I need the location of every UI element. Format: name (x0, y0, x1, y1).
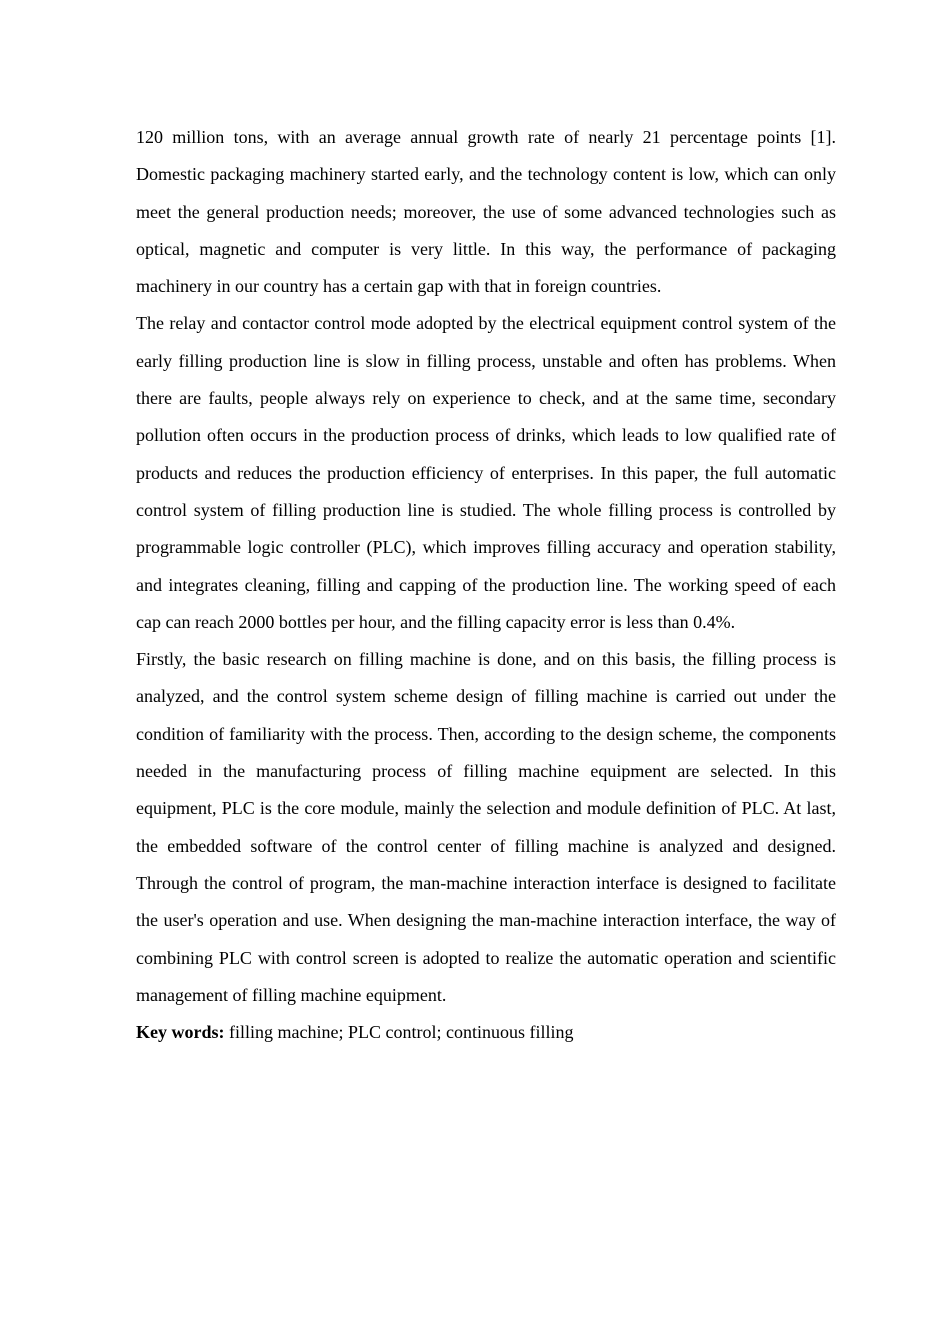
document-page (136, 119, 836, 1051)
keywords-line (136, 1014, 836, 1051)
keywords-label: Key words: (136, 1022, 225, 1043)
paragraph-control-system: The relay and contactor control mode adopted by the electrical equipment control system of the early filling production line is slow in filling process, unstable and often has problems. When there are faults, people always rely on experience to check, and at the same time, secondary pollution often occurs in the production process of drinks, which leads to low qualified rate of products and reduces the production efficiency of enterprises. In this paper, the full automatic control system of filling production line is studied. The whole filling process is controlled by programmable logic controller (PLC), which improves filling accuracy and operation stability, and integrates cleaning, filling and capping of the production line. The working speed of each cap can reach 2000 bottles per hour, and the filling capacity error is less than 0.4%. (136, 313, 836, 632)
paragraph-research-outline: Firstly, the basic research on filling machine is done, and on this basis, the filling process is analyzed, and the control system scheme design of filling machine is carried out under the condition of familiarity with the process. Then, according to the design scheme, the components needed in the manufacturing process of filling machine equipment are selected. In this equipment, PLC is the core module, mainly the selection and module definition of PLC. At last, the embedded software of the control center of filling machine is analyzed and designed. Through the control of program, the man-machine interaction interface is designed to facilitate the user's operation and use. When designing the man-machine interaction interface, the way of combining PLC with control screen is adopted to realize the automatic operation and scientific management of filling machine equipment. (136, 649, 836, 1005)
keywords-text: filling machine; PLC control; continuous filling (224, 1022, 574, 1043)
paragraph-market-background: 120 million tons, with an average annual growth rate of nearly 21 percentage points [1]. Domestic packaging machinery started early, and the technology content is low, which can only meet the general production needs; moreover, the use of some advanced technologies such as optical, magnetic and computer is very little. In this way, the performance of packaging machinery in our country has a certain gap with that in foreign countries. (136, 127, 836, 297)
